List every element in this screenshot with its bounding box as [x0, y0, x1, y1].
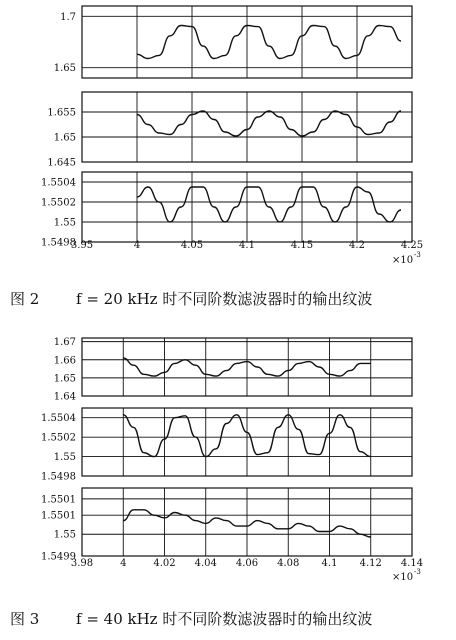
y-tick-label: 1.55	[53, 529, 76, 541]
panel-3-1	[54, 337, 412, 402]
panel-2-3	[41, 172, 412, 249]
x-tick-label: 4	[133, 240, 141, 251]
x-axis-exponent: -3	[414, 251, 421, 259]
x-tick-label: 4.14	[400, 558, 424, 569]
x-tick-label: 4.08	[277, 558, 300, 569]
x-tick-label: 4.25	[400, 240, 424, 251]
panel-3-3	[41, 488, 412, 563]
figure-2-caption-text: f = 20 kHz 时不同阶数滤波器时的输出纹波	[76, 290, 373, 308]
y-tick-label: 1.65	[53, 63, 76, 75]
x-tick-label: 3.98	[70, 558, 94, 569]
y-tick-label: 1.5498	[41, 471, 76, 483]
y-tick-label: 1.64	[53, 391, 76, 403]
x-tick-label: 4.05	[180, 240, 204, 251]
x-tick-label: 4.12	[359, 558, 382, 569]
figure-2-chart	[41, 6, 423, 266]
x-axis-3	[71, 558, 423, 583]
x-axis-multiplier: ×10	[392, 572, 414, 583]
panel-2-2	[47, 92, 412, 169]
x-tick-label: 4.02	[153, 558, 176, 569]
y-tick-label: 1.5504	[41, 177, 76, 189]
y-tick-label: 1.65	[53, 373, 76, 385]
y-tick-label: 1.5502	[41, 432, 76, 444]
panel-2-1	[54, 6, 412, 78]
y-tick-label: 1.65	[53, 132, 76, 144]
figure-2-number: 图 2	[10, 290, 40, 308]
y-tick-label: 1.5501	[41, 494, 76, 506]
x-tick-label: 4.2	[349, 240, 365, 251]
y-tick-label: 1.645	[47, 157, 76, 169]
y-tick-label: 1.655	[47, 107, 76, 119]
y-tick-label: 1.7	[60, 11, 76, 23]
y-tick-label: 1.5504	[41, 413, 76, 425]
figure-3-number: 图 3	[10, 610, 40, 628]
y-tick-label: 1.5501	[41, 510, 76, 522]
panel-3-2	[41, 408, 412, 483]
y-tick-label: 1.55	[53, 217, 76, 229]
x-tick-label: 3.95	[70, 240, 94, 251]
figure-3-chart	[41, 337, 423, 583]
ripple-series-line	[137, 111, 401, 136]
x-tick-label: 4.1	[321, 558, 338, 569]
y-tick-label: 1.5502	[41, 197, 76, 209]
x-axis-2	[71, 240, 423, 266]
y-tick-label: 1.5499	[41, 551, 76, 563]
x-tick-label: 4.15	[290, 240, 314, 251]
ripple-series-line	[137, 187, 401, 222]
x-axis-exponent: -3	[414, 568, 421, 576]
x-axis-multiplier: ×10	[392, 255, 414, 266]
ripple-series-line	[137, 26, 401, 59]
y-tick-label: 1.55	[53, 452, 76, 464]
x-tick-label: 4	[120, 558, 127, 569]
figure-3-caption-text: f = 40 kHz 时不同阶数滤波器时的输出纹波	[76, 610, 373, 628]
x-tick-label: 4.1	[239, 240, 255, 251]
x-tick-label: 4.04	[194, 558, 217, 569]
x-tick-label: 4.06	[235, 558, 259, 569]
y-tick-label: 1.67	[53, 337, 76, 349]
y-tick-label: 1.5498	[41, 237, 76, 249]
y-tick-label: 1.66	[53, 355, 76, 367]
